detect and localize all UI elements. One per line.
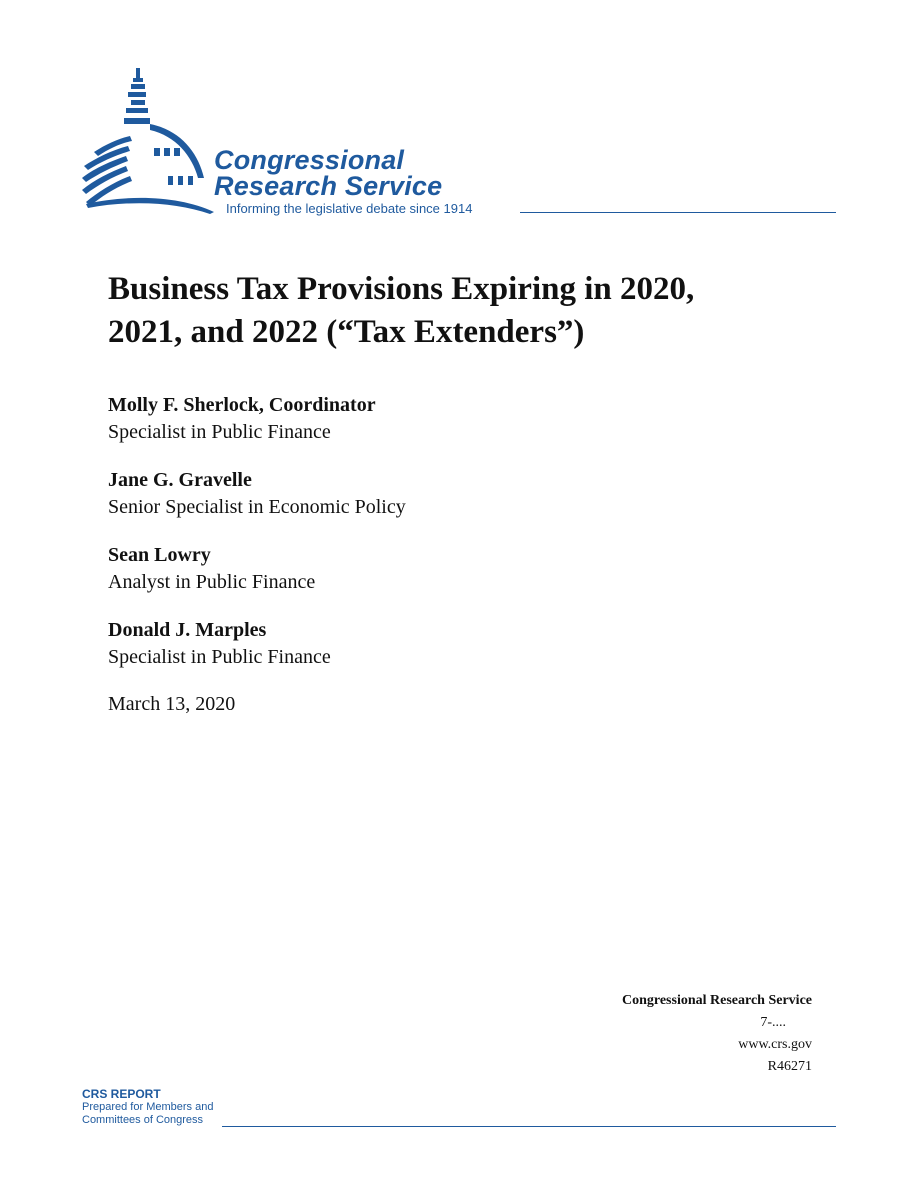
- org-name-line1: Congressional: [214, 145, 405, 175]
- crs-website-link[interactable]: www.crs.gov: [738, 1037, 812, 1052]
- capitol-dome-icon: [80, 66, 220, 216]
- author-block: [108, 467, 708, 521]
- report-number: R46271: [767, 1059, 812, 1074]
- author-name: Molly F. Sherlock, Coordinator: [108, 394, 376, 416]
- author-role: Senior Specialist in Economic Policy: [108, 496, 406, 518]
- author-role: Specialist in Public Finance: [108, 646, 331, 668]
- author-role: Analyst in Public Finance: [108, 571, 316, 593]
- crs-logo: [80, 66, 840, 226]
- prepared-line2: Committees of Congress: [82, 1114, 204, 1126]
- report-title: [108, 268, 828, 354]
- tagline: Informing the legislative debate since 1914: [226, 201, 476, 216]
- author-name: Donald J. Marples: [108, 619, 267, 641]
- title-line2: 2021, and 2022 (“Tax Extenders”): [108, 314, 585, 350]
- org-name-line2: Research Service: [214, 171, 443, 201]
- report-date: March 13, 2020: [108, 693, 236, 715]
- crs-code: 7-....: [760, 1015, 786, 1030]
- title-line1: Business Tax Provisions Expiring in 2020,: [108, 271, 695, 307]
- crs-org-name: Congressional Research Service: [621, 993, 812, 1008]
- author-block: [108, 542, 708, 596]
- author-block: [108, 392, 708, 446]
- crs-report-label: CRS REPORT: [82, 1087, 161, 1101]
- tagline-rule: [520, 212, 836, 213]
- footer-report-label: [82, 1088, 213, 1127]
- author-role: Specialist in Public Finance: [108, 421, 331, 443]
- crs-info-block: [622, 990, 812, 1078]
- author-name: Jane G. Gravelle: [108, 469, 252, 491]
- author-name: Sean Lowry: [108, 544, 211, 566]
- prepared-line1: Prepared for Members and: [82, 1101, 214, 1113]
- footer-rule: [222, 1126, 836, 1127]
- author-block: [108, 617, 708, 671]
